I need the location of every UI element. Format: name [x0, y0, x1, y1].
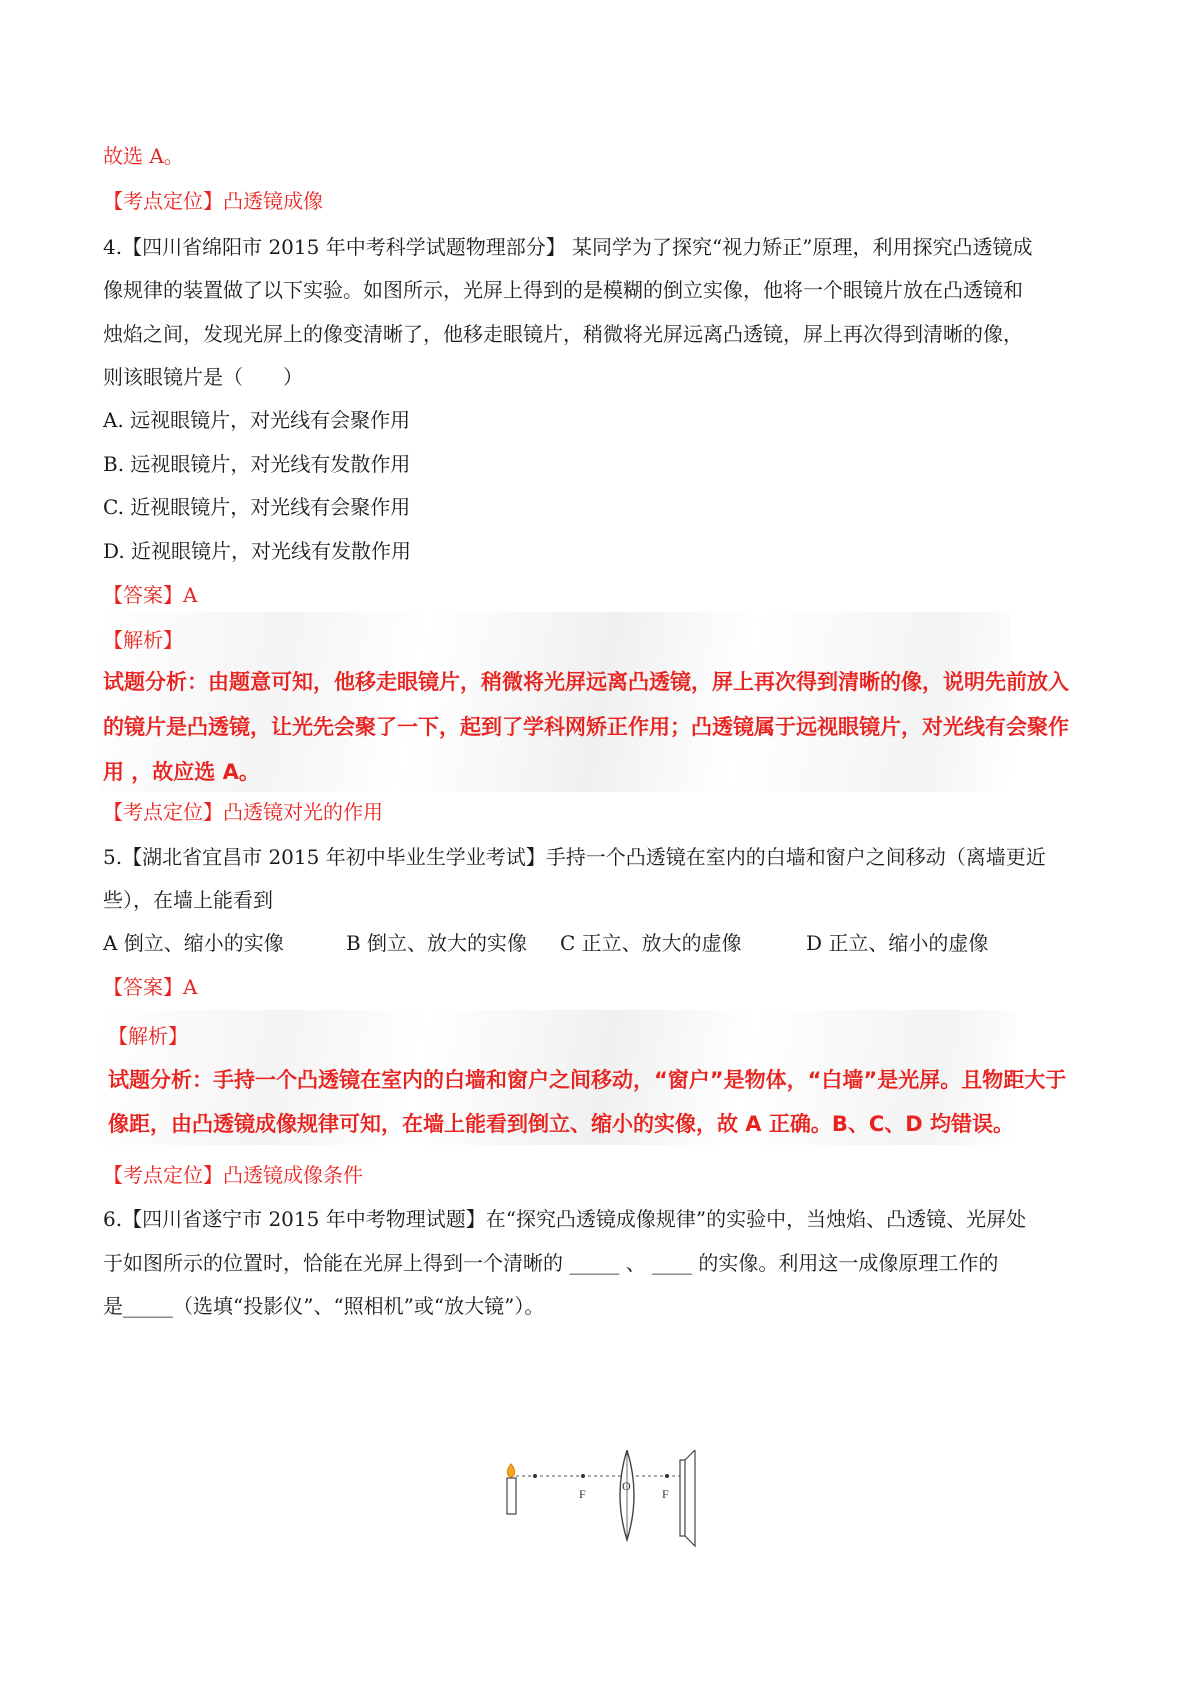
- q4-option-d: D. 近视眼镜片，对光线有发散作用: [103, 539, 412, 563]
- q6-line-3: 是_____（选填“投影仪”、“照相机”或“放大镜”）。: [103, 1294, 545, 1318]
- focal-label-left: F: [579, 1487, 586, 1501]
- q5-analysis-line-2: 像距，由凸透镜成像规律可知，在墙上能看到倒立、缩小的实像，故 A 正确。B、C、D 均错误。: [108, 1112, 1015, 1136]
- axis-point-f-left: [581, 1474, 585, 1478]
- q5-analysis-label: 【解析】: [108, 1024, 188, 1048]
- light-screen-icon: [680, 1450, 695, 1546]
- convex-lens-icon: [620, 1450, 634, 1540]
- q5-option-c: C 正立、放大的虚像: [560, 931, 742, 955]
- axis-point-2f-left: [533, 1474, 537, 1478]
- q6-line-2: 于如图所示的位置时，恰能在光屏上得到一个清晰的 _____ 、 ____ 的实像。利用这一成像原理工作的: [103, 1251, 999, 1275]
- axis-point-f-right: [665, 1474, 669, 1478]
- q5-line-2: 些），在墙上能看到: [103, 888, 273, 912]
- previous-point-label: 【考点定位】凸透镜成像: [103, 189, 323, 213]
- q4-option-c: C. 近视眼镜片，对光线有会聚作用: [103, 495, 411, 519]
- previous-choice-line: 故选 A。: [103, 144, 184, 168]
- q5-line-1: 5.【湖北省宜昌市 2015 年初中毕业生学业考试】手持一个凸透镜在室内的白墙和窗户之间移动（离墙更近: [103, 845, 1046, 869]
- q4-point: 【考点定位】凸透镜对光的作用: [103, 800, 383, 824]
- optical-center-label: O: [622, 1479, 631, 1493]
- q5-option-b: B 倒立、放大的实像: [346, 931, 528, 955]
- q4-option-b: B. 远视眼镜片，对光线有发散作用: [103, 452, 411, 476]
- q4-answer: 【答案】A: [103, 583, 198, 607]
- q4-option-a: A. 远视眼镜片，对光线有会聚作用: [103, 408, 411, 432]
- q5-analysis-line-1: 试题分析：手持一个凸透镜在室内的白墙和窗户之间移动，“窗户”是物体，“白墙”是光屏。且物距大于: [108, 1068, 1067, 1092]
- q5-point: 【考点定位】凸透镜成像条件: [103, 1163, 363, 1187]
- q4-line-1: 4.【四川省绵阳市 2015 年中考科学试题物理部分】 某同学为了探究“视力矫正”原理，利用探究凸透镜成: [103, 235, 1033, 259]
- q4-line-3: 烛焰之间，发现光屏上的像变清晰了，他移走眼镜片，稍微将光屏远离凸透镜，屏上再次得到清晰的像，: [103, 322, 1023, 346]
- q5-answer: 【答案】A: [103, 975, 198, 999]
- q4-line-2: 像规律的装置做了以下实验。如图所示，光屏上得到的是模糊的倒立实像，他将一个眼镜片放在凸透镜和: [103, 278, 1023, 302]
- q4-analysis-line-3: 用 ，故应选 A。: [103, 760, 260, 784]
- q4-line-4: 则该眼镜片是（ ）: [103, 365, 303, 389]
- q5-option-a: A 倒立、缩小的实像: [103, 931, 284, 955]
- candle-icon: [507, 1464, 516, 1514]
- q4-analysis-label: 【解析】: [103, 628, 183, 652]
- optical-bench-diagram: [495, 1450, 725, 1550]
- q5-option-d: D 正立、缩小的虚像: [806, 931, 989, 955]
- q4-analysis-line-2: 的镜片是凸透镜，让光先会聚了一下，起到了学科网矫正作用；凸透镜属于远视眼镜片，对光线有会聚作: [103, 715, 1069, 739]
- focal-label-right: F: [662, 1487, 669, 1501]
- q4-analysis-line-1: 试题分析：由题意可知，他移走眼镜片，稍微将光屏远离凸透镜，屏上再次得到清晰的像，说明先前放入: [103, 670, 1069, 694]
- q6-line-1: 6.【四川省遂宁市 2015 年中考物理试题】在“探究凸透镜成像规律”的实验中，当烛焰、凸透镜、光屏处: [103, 1207, 1027, 1231]
